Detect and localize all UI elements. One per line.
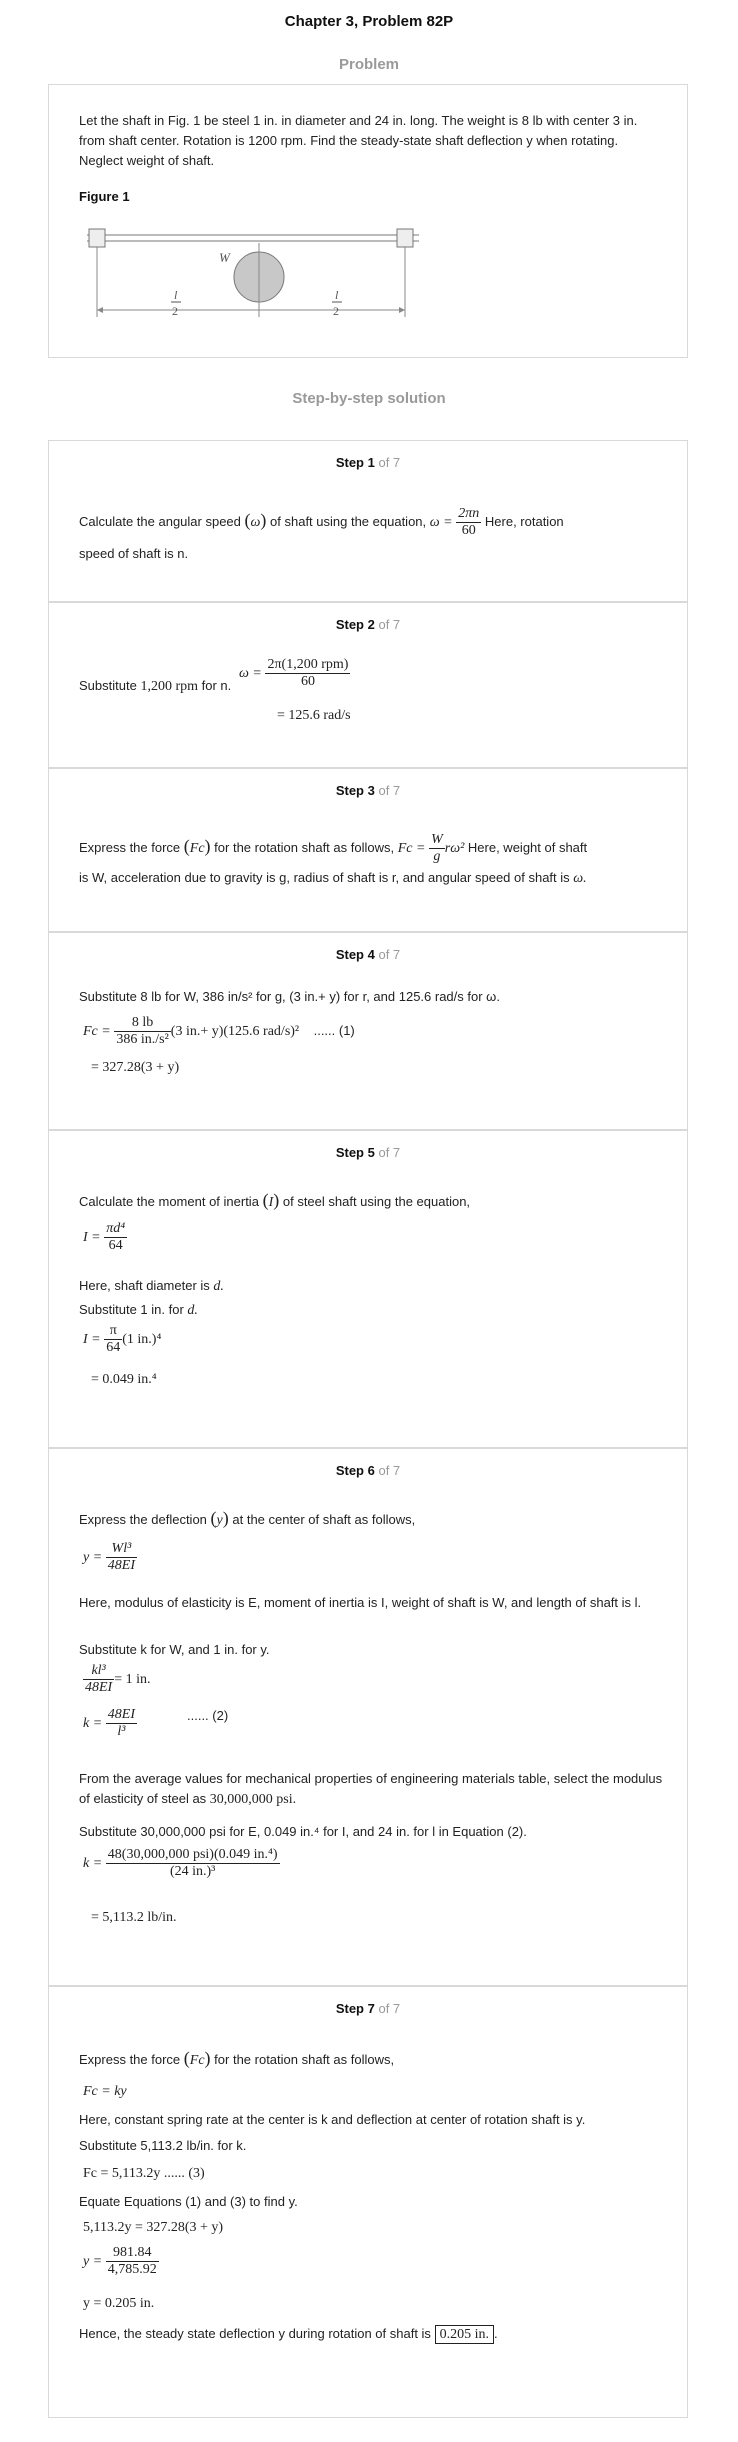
step-4-card <box>48 932 688 1130</box>
step-7-heading: Step 7 of 7 <box>335 2001 401 2016</box>
step-6-equation-3: k = $\frac{48EI}{\text{l³}}$ <box>83 1707 136 1739</box>
step-7-equation-2: Fc = 5,113.2y ...... (3) <box>83 2166 205 2181</box>
step-7-equate: Equate Equations (1) and (3) to find y. <box>79 2194 298 2209</box>
step-4-substitute: Substitute 8 lb for W, 386 in/s² for g, (3 in.+ y) for r, and 125.6 rad/s for ω. <box>79 989 500 1004</box>
solution-heading: Step-by-step solution <box>292 390 446 407</box>
step-6-line-1: Express the deflection (y) at the center of shaft as follows, <box>79 1508 416 1528</box>
step-2-substitute: Substitute 1,200 rpm for n. <box>79 678 232 694</box>
step-7-line-1: Express the force (Fc) for the rotation shaft as follows, <box>79 2048 395 2068</box>
step-7-final: Hence, the steady state deflection y during rotation of shaft is 0.205 in. . <box>79 2326 498 2342</box>
left-bearing <box>89 229 105 247</box>
step-7-equation-1: Fc = ky <box>83 2084 127 2099</box>
step-7-substitute: Substitute 5,113.2 lb/in. for k. <box>79 2138 247 2153</box>
step-3-heading: Step 3 of 7 <box>335 783 401 798</box>
half-length-right-den: 2 <box>333 304 339 318</box>
step-7-equation-4: y = $\frac{981.84}{4,785.92}$ <box>83 2245 157 2277</box>
step-7-here: Here, constant spring rate at the center is k and deflection at center of rotation shaft is y. <box>79 2112 586 2127</box>
step-7-equation-5: y = 0.205 in. <box>83 2296 155 2311</box>
step-3-line-2: is W, acceleration due to gravity is g, radius of shaft is r, and angular speed of shaft is ω. <box>79 870 587 886</box>
problem-text: Let the shaft in Fig. 1 be steel 1 in. in diameter and 24 in. long. The weight is 8 lb with center 3 in. from shaft center. Rotation is 1200 rpm. Find the steady-state shaft deflection y when rotating. Neglect weight of shaft. <box>79 113 638 168</box>
step-6-equation-1: y = $\frac{\text{Wl³}}{48EI}$ <box>83 1541 136 1573</box>
step-5-equation-1: I = $\frac{\text{πd⁴}}{64}$ <box>83 1221 126 1253</box>
step-2-equation: ω = $\frac{\text{2π(1,200 rpm)}}{60}$ <box>239 657 349 689</box>
step-1-line-2: speed of shaft is n. <box>79 546 189 561</box>
step-6-substitute-2: Substitute 30,000,000 psi for E, 0.049 in.⁴ for I, and 24 in. for l in Equation (2). <box>79 1824 527 1839</box>
step-5-card <box>48 1130 688 1448</box>
step-5-result: = 0.049 in.⁴ <box>91 1372 157 1387</box>
step-6-here: Here, modulus of elasticity is E, moment of inertia is I, weight of shaft is W, and length of shaft is l. <box>79 1595 642 1610</box>
step-4-heading: Step 4 of 7 <box>335 947 401 962</box>
right-bearing <box>397 229 413 247</box>
arrow-left <box>97 307 103 313</box>
arrow-right <box>399 307 405 313</box>
step-6-equation-4: k = $\frac{\text{48(30,000,000 psi)(0.049 in.⁴)}}{\text{(24 in.)³}}$ <box>83 1847 278 1879</box>
step-6-result: = 5,113.2 lb/in. <box>91 1910 177 1925</box>
step-5-here: Here, shaft diameter is d. <box>79 1278 224 1294</box>
step-1-line-1: Calculate the angular speed (ω) of shaft using the equation, ω = $\frac{2\pi n}{60}$ Here, rotation <box>79 506 564 539</box>
step-5-line-1: Calculate the moment of inertia (I) of steel shaft using the equation, <box>79 1190 471 1210</box>
step-1-heading: Step 1 of 7 <box>335 455 401 470</box>
problem-card <box>48 84 688 358</box>
step-7-equation-3: 5,113.2y = 327.28(3 + y) <box>83 2220 224 2235</box>
problem-heading: Problem <box>338 56 399 73</box>
figure-label: Figure 1 <box>79 189 130 204</box>
shaft-figure <box>79 217 429 337</box>
step-2-result: = 125.6 rad/s <box>277 708 351 723</box>
step-2-card <box>48 602 688 768</box>
weight-label: W <box>219 250 230 265</box>
half-length-right-num: l <box>335 288 339 302</box>
step-7-card <box>48 1986 688 2418</box>
step-6-equation-tag: ...... (2) <box>187 1708 229 1723</box>
step-3-line-1: Express the force (Fc) for the rotation shaft as follows, Fc = $\frac{W}{g}$ rω² Here, weight of shaft <box>79 832 588 865</box>
step-3-card <box>48 768 688 932</box>
half-length-left-den: 2 <box>172 304 178 318</box>
step-5-heading: Step 5 of 7 <box>335 1145 401 1160</box>
step-4-result: = 327.28(3 + y) <box>91 1060 180 1075</box>
step-2-heading: Step 2 of 7 <box>335 617 401 632</box>
step-6-equation-2: $\frac{\text{kl³}}{48EI}$ = 1 in. <box>85 1663 151 1695</box>
step-6-substitute-1: Substitute k for W, and 1 in. for y. <box>79 1642 270 1657</box>
step-5-substitute: Substitute 1 in. for d. <box>79 1302 198 1318</box>
step-6-average: From the average values for mechanical properties of engineering materials table, select the modulus of elasticity of steel as 30,000,000 psi. <box>79 1771 663 1807</box>
step-1-card <box>48 440 688 602</box>
step-4-equation: Fc = $\frac{8 lb}{\text{386 in./s²}}$ (3 in.+ y)(125.6 rad/s)² ...... (1) <box>83 1015 355 1047</box>
final-answer-box: 0.205 in. <box>435 2325 494 2344</box>
step-6-card <box>48 1448 688 1986</box>
step-6-heading: Step 6 of 7 <box>335 1463 401 1478</box>
step-5-equation-2: I = $\frac{\pi}{64}$ (1 in.)⁴ <box>83 1323 162 1355</box>
page-title: Chapter 3, Problem 82P <box>284 13 454 30</box>
half-length-left-num: l <box>174 288 178 302</box>
